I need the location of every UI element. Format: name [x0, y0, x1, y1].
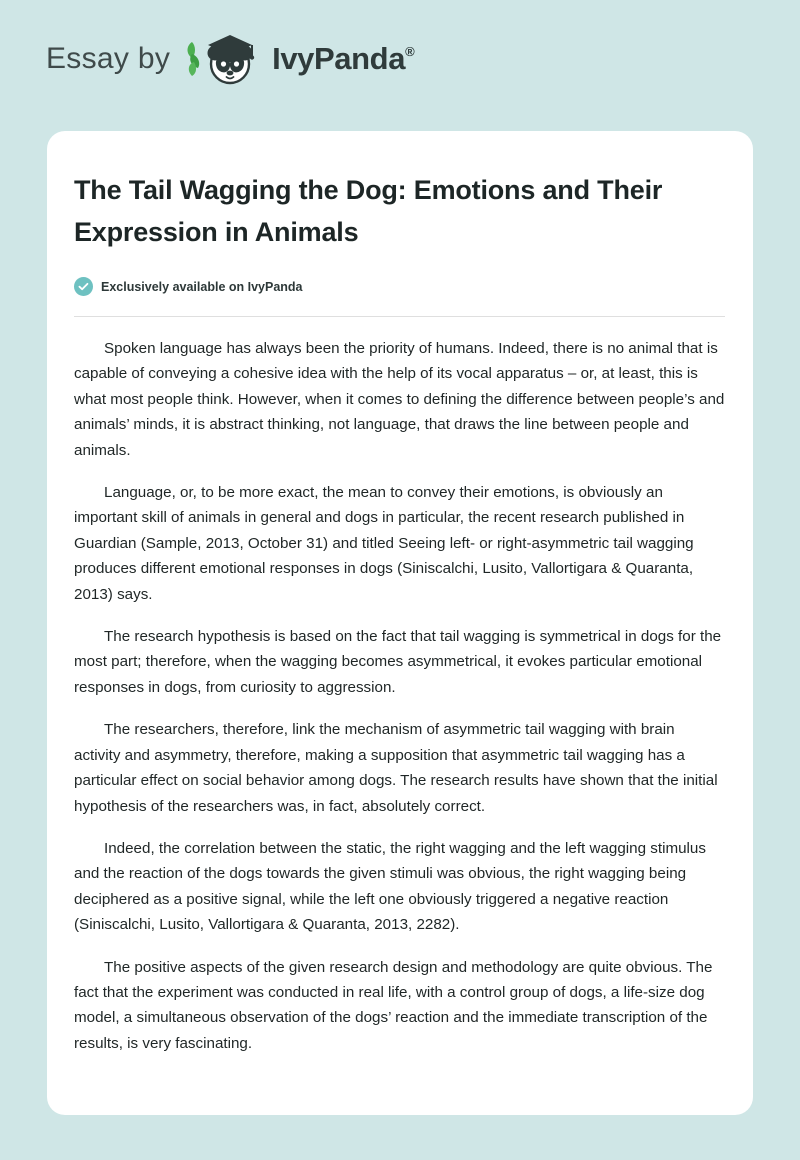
paragraph: The research hypothesis is based on the fact that tail wagging is symmetrical in dogs for the most part; therefore, when the wagging becomes asymmetrical, it evokes particular emotional responses in dogs, from curiosity to aggression. — [74, 628, 722, 696]
paragraph: Language, or, to be more exact, the mean to convey their emotions, is obviously an important skill of animals in general and dogs in particular, the recent research published in Guardian (Sample, 2013, October 31) and titled Seeing left- or right-asymmetric tail wagging produces different emotional responses in dogs (Siniscalchi, Lusito, Vallortigara & Quaranta, 2013) says. — [74, 484, 694, 603]
brand-text: IvyPanda — [272, 41, 406, 76]
paragraph: The positive aspects of the given research design and methodology are quite obvious. The fact that the experiment was conducted in real life, with a control group of dogs, a life-size dog model, a simultaneous observation of the dogs’ reaction and the immediate transcription of the results, is very fascinating. — [74, 958, 713, 1052]
ivypanda-logo[interactable] — [182, 28, 414, 90]
essay-card — [47, 131, 753, 1115]
title-divider — [74, 316, 725, 317]
essay-by-label: Essay by — [46, 42, 171, 75]
brand-trademark: ® — [405, 43, 415, 59]
paragraph: Spoken language has always been the priority of humans. Indeed, there is no animal that is capable of conveying a cohesive idea with the help of its vocal apparatus – or, at least, this is what most people think. However, when it comes to defining the difference between people’s and animals’ minds, it is abstract thinking, not language, that draws the line between people and animals. — [74, 340, 725, 459]
paragraph: Indeed, the correlation between the static, the right wagging and the left wagging stimulus and the reaction of the dogs towards the given stimuli was obvious, the right wagging being deciphered as a positive signal, while the left one obviously triggered a negative reaction (Siniscalchi, Lusito, Vallortigara & Quaranta, 2013, 2282). — [74, 839, 706, 934]
site-header — [0, 0, 800, 82]
essay-body — [74, 336, 725, 1056]
status-badge — [74, 277, 725, 296]
page-title: The Tail Wagging the Dog: Emotions and Their Expression in Animals — [74, 175, 663, 247]
panda-graduate-logo-icon — [182, 28, 268, 90]
exclusive-label: Exclusively available on IvyPanda — [101, 279, 303, 294]
paragraph: The researchers, therefore, link the mechanism of asymmetric tail wagging with brain activity and asymmetry, therefore, making a supposition that asymmetric tail wagging has a particular effect on social behavior among dogs. The research results have shown that the initial hypothesis of the researchers was, in fact, absolutely correct. — [74, 721, 718, 815]
brand-name — [272, 41, 414, 77]
check-circle-icon — [74, 277, 93, 296]
